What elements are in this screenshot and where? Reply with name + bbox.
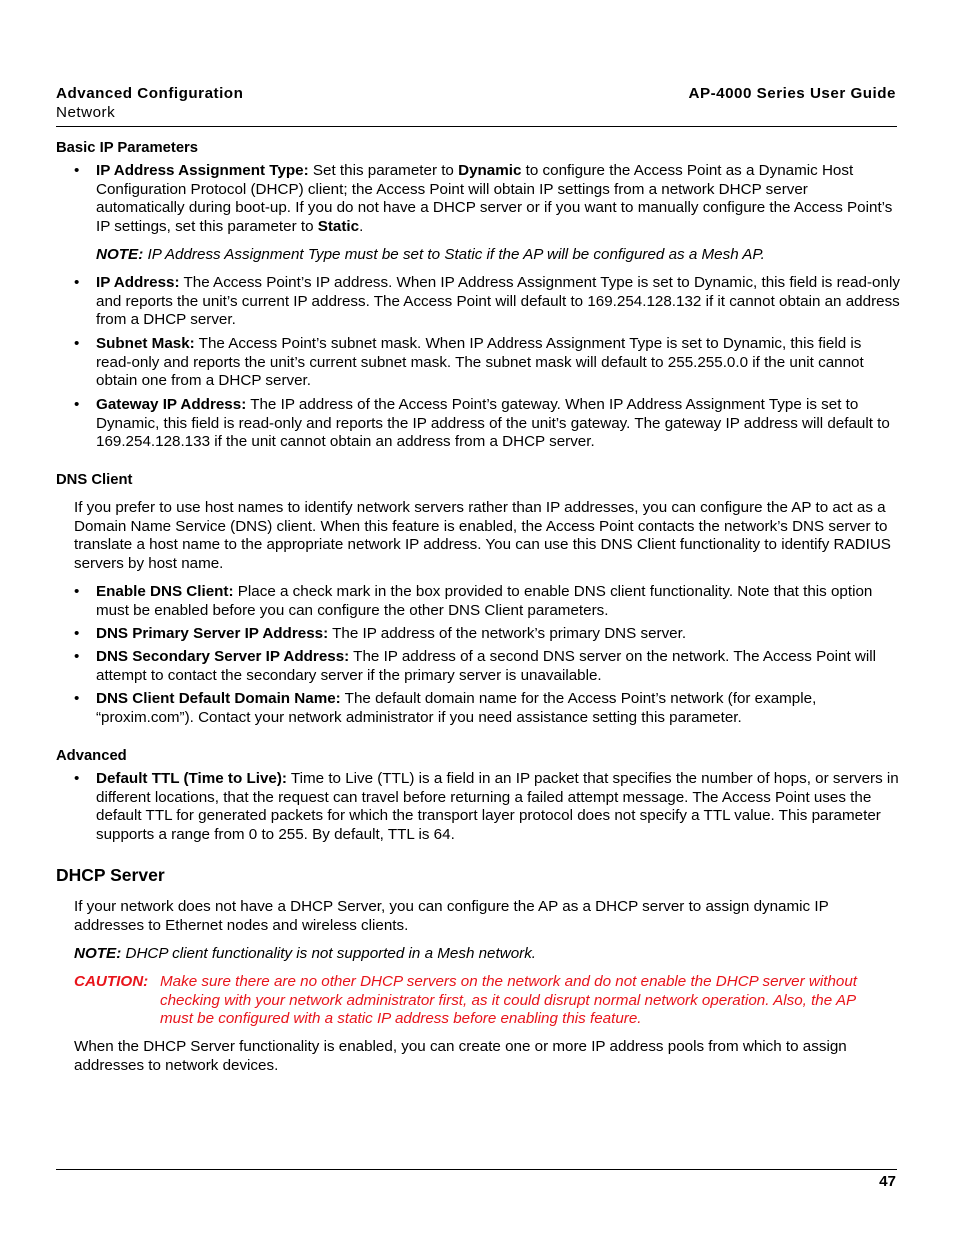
dhcp-server-closing: When the DHCP Server functionality is enabled, you can create one or more IP address pools from which to assign addresses to network devices. (74, 1038, 847, 1074)
list-item-text (96, 396, 900, 452)
list-item-text (96, 625, 900, 644)
list-item-text (96, 648, 900, 685)
running-header-left (56, 85, 243, 122)
body-text: The IP address of a second DNS server on the network. The Access Point will attempt to contact the secondary server if the primary server is unavailable. (96, 648, 876, 684)
dns-client-intro: If you prefer to use host names to identify network servers rather than IP addresses, you can configure the AP to act as a Domain Name Service (DNS) client. When this feature is enabled, the Access Point contacts the network’s DNS server to translate a host name to the appropriate network IP address. You can use this DNS Client functionality to identify RADIUS servers by host name. (74, 499, 891, 573)
guide-title: AP-4000 Series User Guide (688, 85, 896, 102)
keyword-static: Static (317, 218, 360, 236)
chapter-title: Advanced Configuration (56, 85, 244, 102)
mesh-ap-note (96, 246, 896, 265)
list-item-text (96, 583, 900, 620)
term-label: Subnet Mask: (96, 335, 195, 352)
list-item-dns-secondary (74, 648, 900, 685)
note-text: IP Address Assignment Type must be set to Static if the AP will be configured as a Mesh AP. (143, 246, 765, 263)
list-item-subnet-mask (74, 335, 900, 391)
list-item-dns-primary (74, 625, 900, 644)
caution-text: Make sure there are no other DHCP servers on the network and do not enable the DHCP server without checking with your network administrator first, as it could disrupt normal network operation. Also, the AP must be configured with a static IP address before enabling this feature. (160, 973, 858, 1028)
dhcp-server-intro: If your network does not have a DHCP Server, you can configure the AP as a DHCP server to assign dynamic IP addresses to Ethernet nodes and wireless clients. (74, 898, 829, 934)
list-item-text (96, 690, 900, 727)
bullet: • (74, 583, 80, 600)
bullet: • (74, 690, 80, 707)
header-divider (56, 126, 897, 127)
body-text: The IP address of the network’s primary DNS server. (328, 625, 687, 642)
term-label: Default TTL (Time to Live): (96, 770, 287, 787)
list-item-dns-domain (74, 690, 900, 727)
list-item-gateway (74, 396, 900, 452)
term-label: DNS Secondary Server IP Address: (96, 648, 350, 665)
keyword-dynamic: Dynamic (458, 162, 522, 179)
list-item-ip-address (74, 274, 900, 330)
dhcp-server-heading: DHCP Server (56, 865, 165, 885)
dns-client-heading: DNS Client (56, 472, 133, 488)
body-text: The default domain name for the Access Point’s network (for example, “proxim.com”). Contact your network administrator if you need assistance setting this parameter. (96, 690, 817, 726)
body-text: The Access Point’s subnet mask. When IP Address Assignment Type is set to Dynamic, this field is read-only and reports the unit’s current subnet mask. The subnet mask will default to 255.255.0.0 if the unit cannot obtain one from a DHCP server. (96, 335, 864, 390)
list-item-ip-assignment-type (74, 162, 900, 237)
term-label: IP Address: (96, 274, 180, 291)
body-text: Time to Live (TTL) is a field in an IP packet that specifies the number of hops, or servers in different locations, that the request can travel before returning a failed attempt message. The Access Point uses the default TTL for generated packets for which the transport layer protocol does not specify a TTL value. This parameter supports a range from 0 to 255. By default, TTL is 64. (96, 770, 899, 844)
note-label: NOTE: (74, 945, 122, 962)
body-text: The IP address of the Access Point’s gateway. When IP Address Assignment Type is set to Dynamic, this field is read-only and reports the IP address of the unit’s gateway. The gateway IP address will default to 169.254.128.133 if the unit cannot obtain an address from a DHCP server. (96, 396, 890, 451)
bullet: • (74, 335, 80, 352)
term-label: DNS Client Default Domain Name: (96, 690, 341, 707)
term-label: DNS Primary Server IP Address: (96, 625, 329, 642)
list-item-text (96, 335, 900, 391)
advanced-heading: Advanced (56, 748, 127, 764)
body-text: to configure the Access Point as a Dynamic Host Configuration Protocol (DHCP) client; the Access Point will obtain IP settings from a network DHCP server automatically during boot-up. If you do not have a DHCP server or if you want to manually configure the Access Point’s IP settings, set this parameter to (96, 162, 893, 236)
bullet: • (74, 770, 80, 787)
bullet: • (74, 648, 80, 665)
footer-divider (56, 1169, 897, 1170)
list-item-enable-dns (74, 583, 900, 620)
bullet: • (74, 274, 80, 291)
bullet: • (74, 396, 80, 413)
bullet: • (74, 162, 80, 179)
term-label: Enable DNS Client: (96, 583, 234, 600)
body-text: Place a check mark in the box provided to enable DNS client functionality. Note that this option must be enabled before you can configure the other DNS Client parameters. (96, 583, 873, 619)
term-label: Gateway IP Address: (96, 396, 247, 413)
list-item-default-ttl (74, 770, 900, 845)
list-item-text (96, 162, 900, 237)
note-text: DHCP client functionality is not supported in a Mesh network. (121, 945, 537, 962)
term-label: IP Address Assignment Type: (96, 162, 309, 179)
list-item-text (96, 274, 900, 330)
dhcp-caution (74, 973, 884, 1029)
caution-label: CAUTION: (74, 973, 149, 990)
section-title: Network (56, 103, 116, 121)
body-text: Set this parameter to (308, 162, 459, 179)
dhcp-mesh-note (74, 945, 900, 964)
list-item-text (96, 770, 900, 845)
bullet: • (74, 625, 80, 642)
page-number: 47 (879, 1173, 896, 1190)
basic-ip-heading: Basic IP Parameters (56, 140, 199, 156)
body-text: The Access Point’s IP address. When IP Address Assignment Type is set to Dynamic, this field is read-only and reports the unit’s current IP address. The Access Point will default to 169.254.128.132 if it cannot obtain an address from a DHCP server. (96, 274, 900, 329)
note-label: NOTE: (96, 246, 144, 263)
body-text: . (359, 218, 364, 236)
